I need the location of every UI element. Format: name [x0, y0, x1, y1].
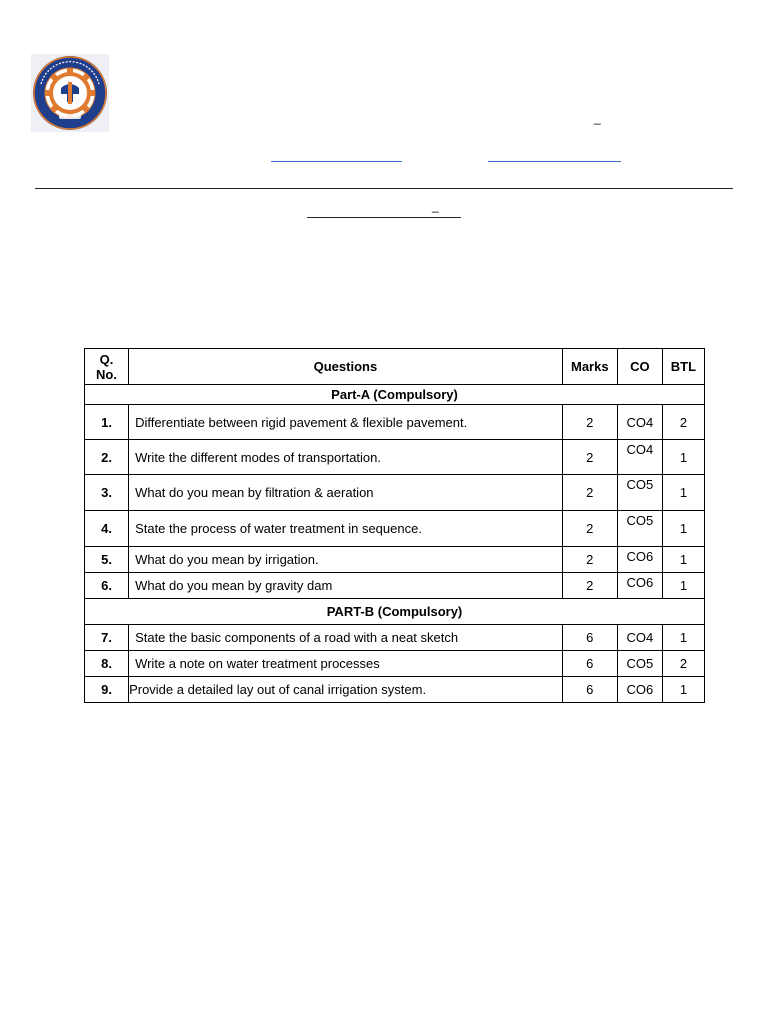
question-text: What do you mean by irrigation.	[129, 547, 563, 573]
header-divider	[35, 188, 733, 189]
question-btl: 1	[662, 625, 704, 651]
header-co: CO	[617, 349, 662, 385]
table-row	[85, 651, 705, 677]
question-marks: 6	[562, 677, 617, 703]
question-marks: 2	[562, 573, 617, 599]
question-marks: 2	[562, 405, 617, 440]
table-row	[85, 405, 705, 440]
question-co: CO6	[617, 547, 662, 573]
table-row	[85, 475, 705, 511]
subheader-underline	[307, 217, 461, 218]
question-marks: 6	[562, 651, 617, 677]
header-blank-line-right	[488, 161, 621, 162]
question-co: CO5	[617, 651, 662, 677]
question-text: Provide a detailed lay out of canal irrigation system.	[129, 677, 563, 703]
question-text: State the basic components of a road with a neat sketch	[129, 625, 563, 651]
table-row	[85, 511, 705, 547]
question-co: CO4	[617, 440, 662, 475]
question-btl: 1	[662, 573, 704, 599]
question-co: CO4	[617, 625, 662, 651]
question-text: State the process of water treatment in sequence.	[129, 511, 563, 547]
question-btl: 1	[662, 475, 704, 511]
part-a-label: Part-A (Compulsory)	[85, 385, 705, 405]
question-number: 2.	[85, 440, 129, 475]
header-qno: Q. No.	[85, 349, 129, 385]
question-text: Write the different modes of transportation.	[129, 440, 563, 475]
question-btl: 2	[662, 405, 704, 440]
question-co: CO6	[617, 677, 662, 703]
question-table	[84, 348, 705, 703]
table-row	[85, 677, 705, 703]
header-blank-mark: _	[594, 111, 601, 125]
question-co: CO5	[617, 511, 662, 547]
question-text: Differentiate between rigid pavement & flexible pavement.	[129, 405, 563, 440]
table-row	[85, 440, 705, 475]
header-blank-line-left	[271, 161, 402, 162]
table-row	[85, 547, 705, 573]
table-row	[85, 625, 705, 651]
question-co: CO5	[617, 475, 662, 511]
subheader-blank-mark: _	[432, 199, 439, 213]
question-text: Write a note on water treatment processes	[129, 651, 563, 677]
header-btl: BTL	[662, 349, 704, 385]
question-marks: 2	[562, 547, 617, 573]
part-b-label: PART-B (Compulsory)	[85, 599, 705, 625]
header-questions: Questions	[129, 349, 563, 385]
section-row-part-a	[85, 385, 705, 405]
question-number: 6.	[85, 573, 129, 599]
question-number: 7.	[85, 625, 129, 651]
question-btl: 1	[662, 677, 704, 703]
question-number: 4.	[85, 511, 129, 547]
question-btl: 2	[662, 651, 704, 677]
question-co: CO4	[617, 405, 662, 440]
question-text: What do you mean by gravity dam	[129, 573, 563, 599]
question-marks: 2	[562, 511, 617, 547]
college-seal-icon	[31, 54, 109, 132]
question-number: 5.	[85, 547, 129, 573]
table-row	[85, 573, 705, 599]
question-number: 3.	[85, 475, 129, 511]
question-number: 1.	[85, 405, 129, 440]
question-number: 8.	[85, 651, 129, 677]
question-number: 9.	[85, 677, 129, 703]
question-btl: 1	[662, 440, 704, 475]
question-text: What do you mean by filtration & aeration	[129, 475, 563, 511]
question-marks: 6	[562, 625, 617, 651]
question-marks: 2	[562, 475, 617, 511]
table-header-row	[85, 349, 705, 385]
section-row-part-b	[85, 599, 705, 625]
question-co: CO6	[617, 573, 662, 599]
header-marks: Marks	[562, 349, 617, 385]
question-marks: 2	[562, 440, 617, 475]
question-btl: 1	[662, 511, 704, 547]
question-btl: 1	[662, 547, 704, 573]
